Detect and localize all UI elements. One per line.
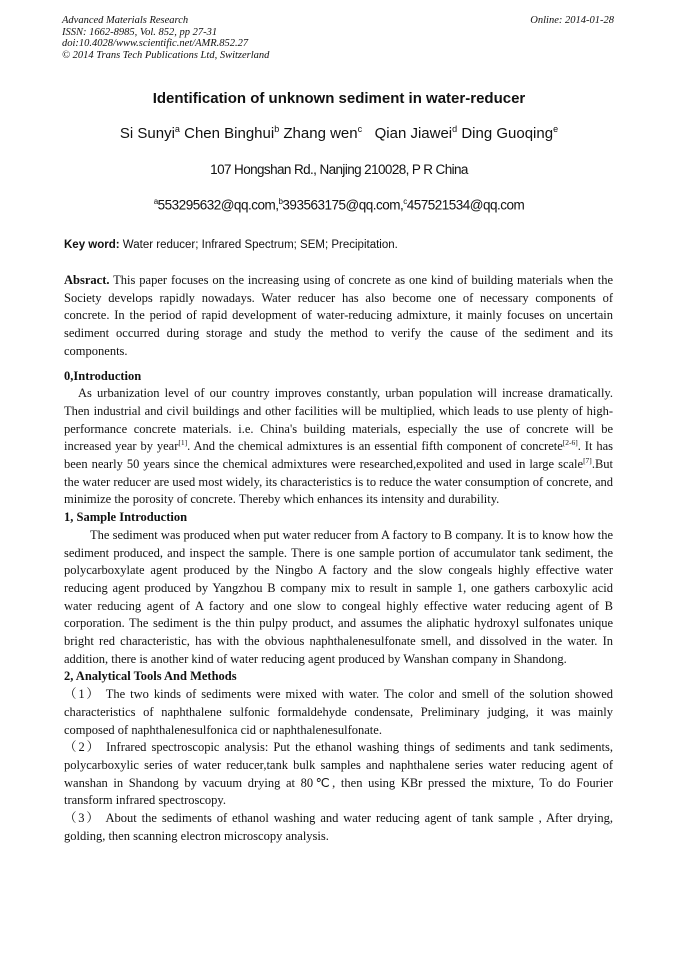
email-address[interactable]: 393563175@qq.com, — [282, 197, 404, 213]
method-item: （3） About the sediments of ethanol washing and water reducing agent of tank sample , After drying, golding, then scanning electron microscopy analysis. — [64, 811, 613, 843]
author-name: Qian Jiawei — [374, 125, 453, 142]
author-name: Chen Binghui — [184, 125, 275, 142]
abstract — [64, 272, 613, 361]
issn-line: ISSN: 1662-8985, Vol. 852, pp 27-31 — [62, 26, 218, 38]
author-affiliation-mark: c — [357, 124, 363, 134]
method-item: （2） Infrared spectroscopic analysis: Put the ethanol washing things of sediments and tank sediments, polycarboxylic series of water reducer,tank bulk samples and naphthalene series water reducing agent of wanshan in Shandong by vacuum drying at 80℃, then using KBr pressed the mixture, To do Fourier transform infrared spectroscopy. — [64, 740, 613, 808]
author-address: 107 Hongshan Rd., Nanjing 210028, P R China — [210, 162, 468, 177]
abstract-text: This paper focuses on the increasing using of concrete as one kind of building materials when the Society develops rapidly nowadays. Water reducer has also become one of necessary components of concrete. In the period of rapid development of water-reducing admixture, it mainly focuses on uncertain sediment occurred during storage and study the method to verify the cause of the sediment and its components. — [64, 273, 613, 358]
author-name: Ding Guoqing — [461, 125, 554, 142]
citation: [2-6] — [562, 438, 578, 448]
author-affiliation-mark: a — [174, 124, 180, 134]
method-item: （1） The two kinds of sediments were mixed with water. The color and smell of the solution showed characteristics of naphthalene sulfonic formaldehyde condensate, Preliminary judging, it was mainly composed of naphthalenesulfonica cid or naphthalenesulfonate. — [64, 687, 613, 737]
introduction-paragraph: As urbanization level of our country improves constantly, urban population will increase dramatically. Then industrial and civil buildings and other facilities will be multiplied, which leads to use plenty of high-performance concrete materials. i.e. China's building materials, especially the use of concrete will be increased year by year[1]. And the chemical admixtures is an essential fifth component of concrete[2-6]. It has been nearly 50 years since the chemical admixtures were researched,expolited and used in large scale[7].But the water reducer are used most widely, its characteristics is to reduce the water consumption of concrete, and minimize the porosity of concrete. Thereby which enhances its intensity and durability. — [64, 386, 613, 507]
author-list — [0, 124, 678, 142]
email-mark: a — [153, 197, 158, 206]
journal-metadata — [62, 15, 269, 61]
author-emails — [0, 197, 678, 213]
citation: [1] — [178, 438, 188, 448]
sample-paragraph: The sediment was produced when put water reducer from A factory to B company. It is to know how the sediment produced, and inspect the sample. There is one sample portion of accumulator tank sediment, the polycarboxylate agent produced by the Ningbo A factory and the slow congeals highly effective water reducing agent produced by Yangzhou B company mix to result in sample 1, one gathers carboxylic acid water reducing agent of A factory and one slow to congeal highly effective water reducing agent of B corporation. The sediment is the thin pulpy product, and assumes the aliphatic hydroxyl sulfonates unique bright red characteristic, has with the obvious naphthalenesulfonate smell, and dissolved in the water. In addition, there is another kind of water reducing agent produced by Wanshan company in Shandong. — [64, 527, 613, 666]
journal-name: Advanced Materials Research — [62, 15, 189, 26]
author-name: Zhang wen — [283, 125, 358, 142]
paper-body — [64, 272, 613, 846]
abstract-label: Absract. — [64, 273, 110, 287]
copyright-line: © 2014 Trans Tech Publications Ltd, Switzerland — [62, 49, 270, 61]
section-heading-methods: 2, Analytical Tools And Methods — [64, 669, 237, 684]
keywords-text: Water reducer; Infrared Spectrum; SEM; Precipitation. — [122, 239, 398, 251]
author-affiliation-mark: b — [274, 124, 280, 134]
email-mark: c — [403, 197, 407, 206]
keywords-label: Key word: — [64, 239, 120, 251]
author-affiliation-mark: e — [553, 124, 559, 134]
email-address[interactable]: 457521534@qq.com — [406, 197, 525, 213]
doi-line: doi:10.4028/www.scientific.net/AMR.852.27 — [62, 38, 249, 49]
online-date: Online: 2014-01-28 — [530, 15, 614, 26]
email-address[interactable]: 553295632@qq.com, — [157, 197, 279, 213]
section-heading-sample: 1, Sample Introduction — [64, 510, 188, 525]
email-mark: b — [278, 197, 283, 206]
author-name: Si Sunyi — [119, 125, 175, 142]
keywords — [64, 239, 398, 251]
author-affiliation-mark: d — [452, 124, 458, 134]
citation: [7] — [583, 455, 592, 465]
paper-title: Identification of unknown sediment in water-reducer — [152, 90, 526, 107]
section-heading-introduction: 0,Introduction — [64, 368, 142, 383]
